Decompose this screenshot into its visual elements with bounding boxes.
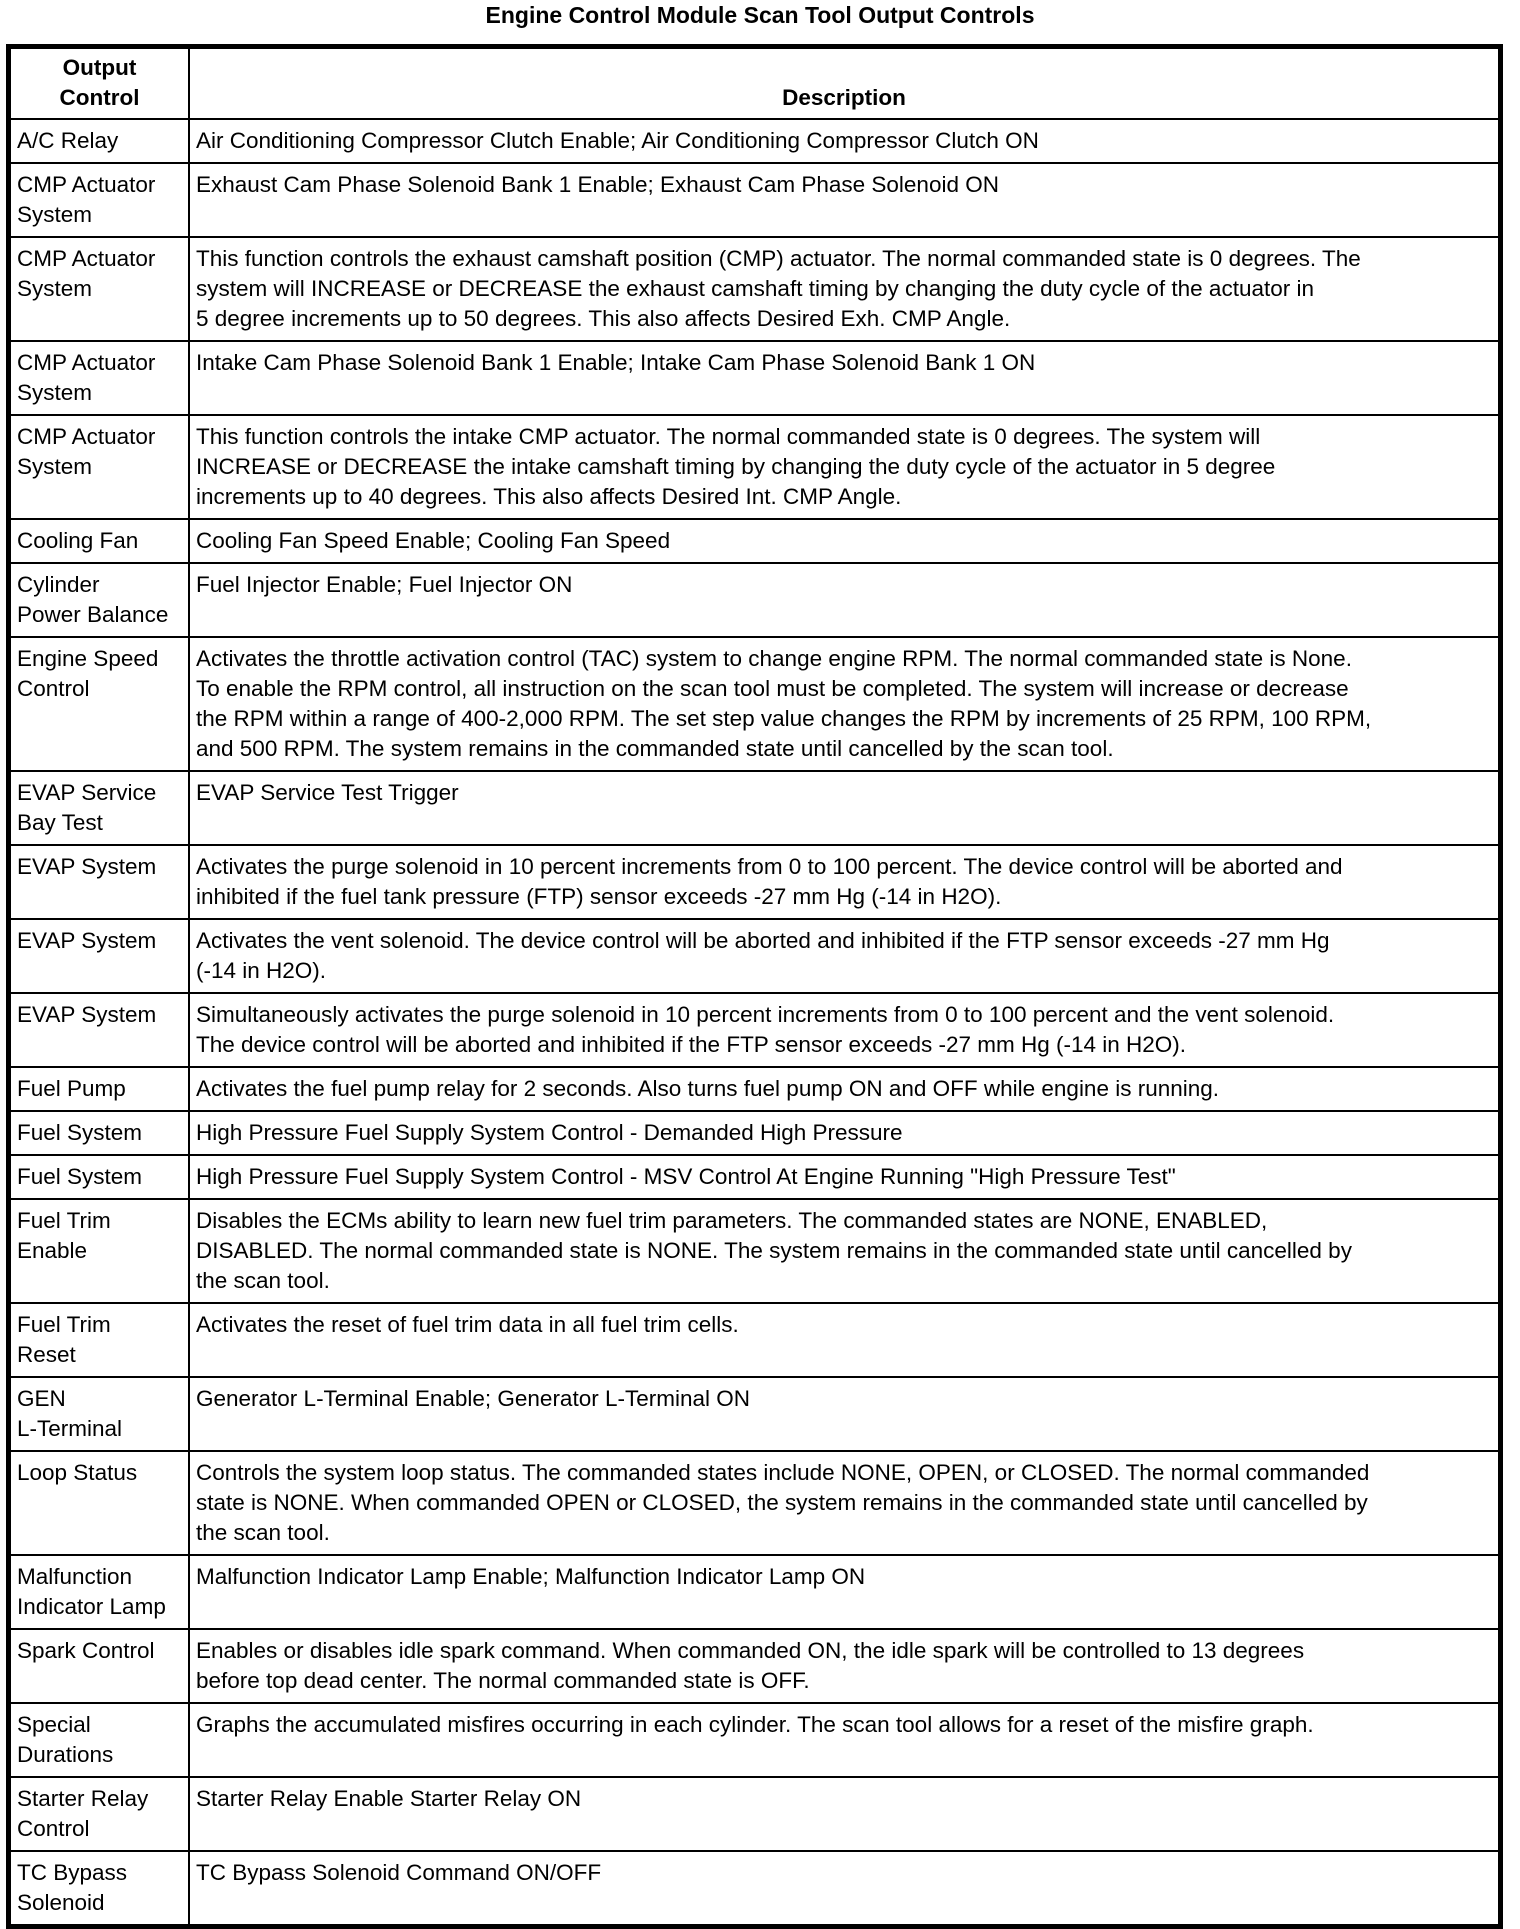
description-text: (-14 in H2O). xyxy=(196,958,327,983)
description-cell xyxy=(189,519,1499,563)
table-row xyxy=(10,1377,1499,1451)
description-text: EVAP Service Test Trigger xyxy=(196,780,459,805)
output-control-text: Loop Status xyxy=(17,1460,138,1485)
description-text: Enables or disables idle spark command. When commanded ON, the idle spark will be controlled to 13 degrees xyxy=(196,1638,1305,1663)
description-text: Starter Relay Enable Starter Relay ON xyxy=(196,1786,582,1811)
description-cell xyxy=(189,1629,1499,1703)
description-cell xyxy=(189,637,1499,771)
description-cell xyxy=(189,845,1499,919)
output-control-cell xyxy=(10,1199,189,1303)
description-text: Intake Cam Phase Solenoid Bank 1 Enable; Intake Cam Phase Solenoid Bank 1 ON xyxy=(196,350,1036,375)
description-text: This function controls the intake CMP actuator. The normal commanded state is 0 degrees. The system will xyxy=(196,424,1261,449)
output-control-text: System xyxy=(17,202,93,227)
description-text: DISABLED. The normal commanded state is NONE. The system remains in the commanded state until cancelled by xyxy=(196,1238,1352,1263)
description-cell xyxy=(189,1199,1499,1303)
output-control-text: Spark Control xyxy=(17,1638,155,1663)
output-control-text: EVAP System xyxy=(17,928,157,953)
table-row xyxy=(10,1155,1499,1199)
output-control-text: EVAP System xyxy=(17,1002,157,1027)
output-control-text: Control xyxy=(17,1816,90,1841)
output-control-text: GEN xyxy=(17,1386,66,1411)
output-control-text: CMP Actuator xyxy=(17,172,156,197)
description-cell xyxy=(189,1451,1499,1555)
description-text: Activates the vent solenoid. The device control will be aborted and inhibited if the FTP sensor exceeds -27 mm Hg xyxy=(196,928,1330,953)
table-row xyxy=(10,1629,1499,1703)
table-row xyxy=(10,415,1499,519)
description-cell xyxy=(189,771,1499,845)
description-text: The device control will be aborted and inhibited if the FTP sensor exceeds -27 mm Hg (-14 in H2O). xyxy=(196,1032,1187,1057)
description-text: Activates the fuel pump relay for 2 seconds. Also turns fuel pump ON and OFF while engine is running. xyxy=(196,1076,1220,1101)
description-text: INCREASE or DECREASE the intake camshaft timing by changing the duty cycle of the actuator in 5 degree xyxy=(196,454,1276,479)
output-control-cell xyxy=(10,1303,189,1377)
description-cell xyxy=(189,1303,1499,1377)
table-row xyxy=(10,519,1499,563)
description-cell xyxy=(189,993,1499,1067)
description-text: Disables the ECMs ability to learn new fuel trim parameters. The commanded states are NONE, ENABLED, xyxy=(196,1208,1268,1233)
description-cell xyxy=(189,563,1499,637)
description-cell xyxy=(189,415,1499,519)
description-text: High Pressure Fuel Supply System Control - MSV Control At Engine Running "High Pressure Test" xyxy=(196,1164,1176,1189)
description-cell xyxy=(189,1067,1499,1111)
output-control-cell xyxy=(10,1629,189,1703)
table-row xyxy=(10,119,1499,163)
output-control-text: L-Terminal xyxy=(17,1416,123,1441)
description-text: Graphs the accumulated misfires occurring in each cylinder. The scan tool allows for a reset of the misfire graph. xyxy=(196,1712,1314,1737)
description-text: Exhaust Cam Phase Solenoid Bank 1 Enable; Exhaust Cam Phase Solenoid ON xyxy=(196,172,999,197)
output-control-text: CMP Actuator xyxy=(17,350,156,375)
table-row xyxy=(10,1067,1499,1111)
output-control-cell xyxy=(10,563,189,637)
description-cell xyxy=(189,1111,1499,1155)
description-text: 5 degree increments up to 50 degrees. This also affects Desired Exh. CMP Angle. xyxy=(196,306,1011,331)
output-control-text: CMP Actuator xyxy=(17,424,156,449)
output-control-cell xyxy=(10,1777,189,1851)
output-control-cell xyxy=(10,993,189,1067)
header-output-control xyxy=(10,48,189,119)
table-row xyxy=(10,637,1499,771)
output-control-cell xyxy=(10,237,189,341)
description-text: High Pressure Fuel Supply System Control - Demanded High Pressure xyxy=(196,1120,903,1145)
table-row xyxy=(10,1777,1499,1851)
output-control-text: System xyxy=(17,380,93,405)
output-control-text: Reset xyxy=(17,1342,76,1367)
description-text: To enable the RPM control, all instruction on the scan tool must be completed. The system will increase or decrease xyxy=(196,676,1349,701)
page-title: Engine Control Module Scan Tool Output Controls xyxy=(485,2,1035,28)
output-control-text: Fuel System xyxy=(17,1164,143,1189)
table-row xyxy=(10,919,1499,993)
description-text: the RPM within a range of 400-2,000 RPM. The set step value changes the RPM by increments of 25 RPM, 100 RPM, xyxy=(196,706,1372,731)
table-row xyxy=(10,1451,1499,1555)
output-control-cell xyxy=(10,519,189,563)
output-control-cell xyxy=(10,1555,189,1629)
description-cell xyxy=(189,1155,1499,1199)
description-cell xyxy=(189,1555,1499,1629)
header-line: Control xyxy=(59,85,140,110)
description-cell xyxy=(189,919,1499,993)
table-row xyxy=(10,1703,1499,1777)
description-text: inhibited if the fuel tank pressure (FTP) sensor exceeds -27 mm Hg (-14 in H2O). xyxy=(196,884,1002,909)
output-control-text: Power Balance xyxy=(17,602,169,627)
output-control-cell xyxy=(10,919,189,993)
output-control-text: Fuel Trim xyxy=(17,1312,111,1337)
output-control-text: EVAP Service xyxy=(17,780,157,805)
table-row xyxy=(10,1199,1499,1303)
description-text: TC Bypass Solenoid Command ON/OFF xyxy=(196,1860,602,1885)
table-row xyxy=(10,1303,1499,1377)
description-text: Malfunction Indicator Lamp Enable; Malfunction Indicator Lamp ON xyxy=(196,1564,866,1589)
output-control-text: Engine Speed xyxy=(17,646,159,671)
output-control-text: CMP Actuator xyxy=(17,246,156,271)
output-control-text: Fuel System xyxy=(17,1120,143,1145)
output-control-text: Cylinder xyxy=(17,572,100,597)
description-text: state is NONE. When commanded OPEN or CLOSED, the system remains in the commanded state until cancelled by xyxy=(196,1490,1368,1515)
output-control-text: Indicator Lamp xyxy=(17,1594,166,1619)
output-control-text: Control xyxy=(17,676,90,701)
description-text: Activates the purge solenoid in 10 percent increments from 0 to 100 percent. The device control will be aborted and xyxy=(196,854,1343,879)
description-text: Generator L-Terminal Enable; Generator L-Terminal ON xyxy=(196,1386,750,1411)
description-text: Activates the reset of fuel trim data in all fuel trim cells. xyxy=(196,1312,739,1337)
table-row xyxy=(10,1555,1499,1629)
output-control-text: Starter Relay xyxy=(17,1786,149,1811)
output-control-cell xyxy=(10,1851,189,1925)
output-control-cell xyxy=(10,341,189,415)
header-line: Output xyxy=(62,55,137,80)
output-control-cell xyxy=(10,415,189,519)
output-control-cell xyxy=(10,119,189,163)
output-control-cell xyxy=(10,637,189,771)
table-row xyxy=(10,1851,1499,1925)
description-cell xyxy=(189,1703,1499,1777)
output-control-text: Solenoid xyxy=(17,1890,105,1915)
output-control-cell xyxy=(10,1703,189,1777)
output-control-text: Enable xyxy=(17,1238,88,1263)
output-control-text: EVAP System xyxy=(17,854,157,879)
description-text: Fuel Injector Enable; Fuel Injector ON xyxy=(196,572,573,597)
description-cell xyxy=(189,1777,1499,1851)
table-row xyxy=(10,845,1499,919)
table-body xyxy=(10,119,1499,1925)
description-text: the scan tool. xyxy=(196,1268,330,1293)
description-text: Activates the throttle activation control (TAC) system to change engine RPM. The normal commanded state is None. xyxy=(196,646,1352,671)
description-text: Cooling Fan Speed Enable; Cooling Fan Speed xyxy=(196,528,671,553)
output-control-cell xyxy=(10,1067,189,1111)
description-text: and 500 RPM. The system remains in the commanded state until cancelled by the scan tool. xyxy=(196,736,1114,761)
output-control-text: A/C Relay xyxy=(17,128,119,153)
table-row xyxy=(10,771,1499,845)
output-control-text: Cooling Fan xyxy=(17,528,139,553)
header-description: Description xyxy=(189,48,1499,119)
output-control-cell xyxy=(10,1111,189,1155)
description-text: the scan tool. xyxy=(196,1520,330,1545)
description-text: system will INCREASE or DECREASE the exhaust camshaft timing by changing the duty cycle of the actuator in xyxy=(196,276,1314,301)
table-row xyxy=(10,1111,1499,1155)
table-row xyxy=(10,993,1499,1067)
output-control-text: Fuel Trim xyxy=(17,1208,111,1233)
description-cell xyxy=(189,341,1499,415)
table-row xyxy=(10,163,1499,237)
output-control-text: System xyxy=(17,454,93,479)
description-cell xyxy=(189,163,1499,237)
description-text: Controls the system loop status. The commanded states include NONE, OPEN, or CLOSED. The normal commanded xyxy=(196,1460,1370,1485)
description-cell xyxy=(189,1851,1499,1925)
description-text: Simultaneously activates the purge solenoid in 10 percent increments from 0 to 100 percent and the vent solenoid. xyxy=(196,1002,1335,1027)
output-control-cell xyxy=(10,771,189,845)
output-control-text: TC Bypass xyxy=(17,1860,128,1885)
table-row xyxy=(10,341,1499,415)
output-control-cell xyxy=(10,1451,189,1555)
output-control-text: Durations xyxy=(17,1742,114,1767)
table-row xyxy=(10,237,1499,341)
description-text: increments up to 40 degrees. This also affects Desired Int. CMP Angle. xyxy=(196,484,902,509)
description-cell xyxy=(189,119,1499,163)
table-row xyxy=(10,563,1499,637)
output-control-text: Bay Test xyxy=(17,810,103,835)
output-control-text: System xyxy=(17,276,93,301)
description-text: Air Conditioning Compressor Clutch Enable; Air Conditioning Compressor Clutch ON xyxy=(196,128,1039,153)
output-control-text: Special xyxy=(17,1712,91,1737)
description-cell xyxy=(189,237,1499,341)
output-control-cell xyxy=(10,1155,189,1199)
description-text: before top dead center. The normal commanded state is OFF. xyxy=(196,1668,810,1693)
output-control-text: Malfunction xyxy=(17,1564,133,1589)
output-control-cell xyxy=(10,1377,189,1451)
output-control-text: Fuel Pump xyxy=(17,1076,126,1101)
table-header-row xyxy=(10,48,1499,119)
description-text: This function controls the exhaust camshaft position (CMP) actuator. The normal commanded state is 0 degrees. The xyxy=(196,246,1361,271)
description-cell xyxy=(189,1377,1499,1451)
output-controls-table xyxy=(6,44,1503,1929)
output-control-cell xyxy=(10,163,189,237)
output-control-cell xyxy=(10,845,189,919)
